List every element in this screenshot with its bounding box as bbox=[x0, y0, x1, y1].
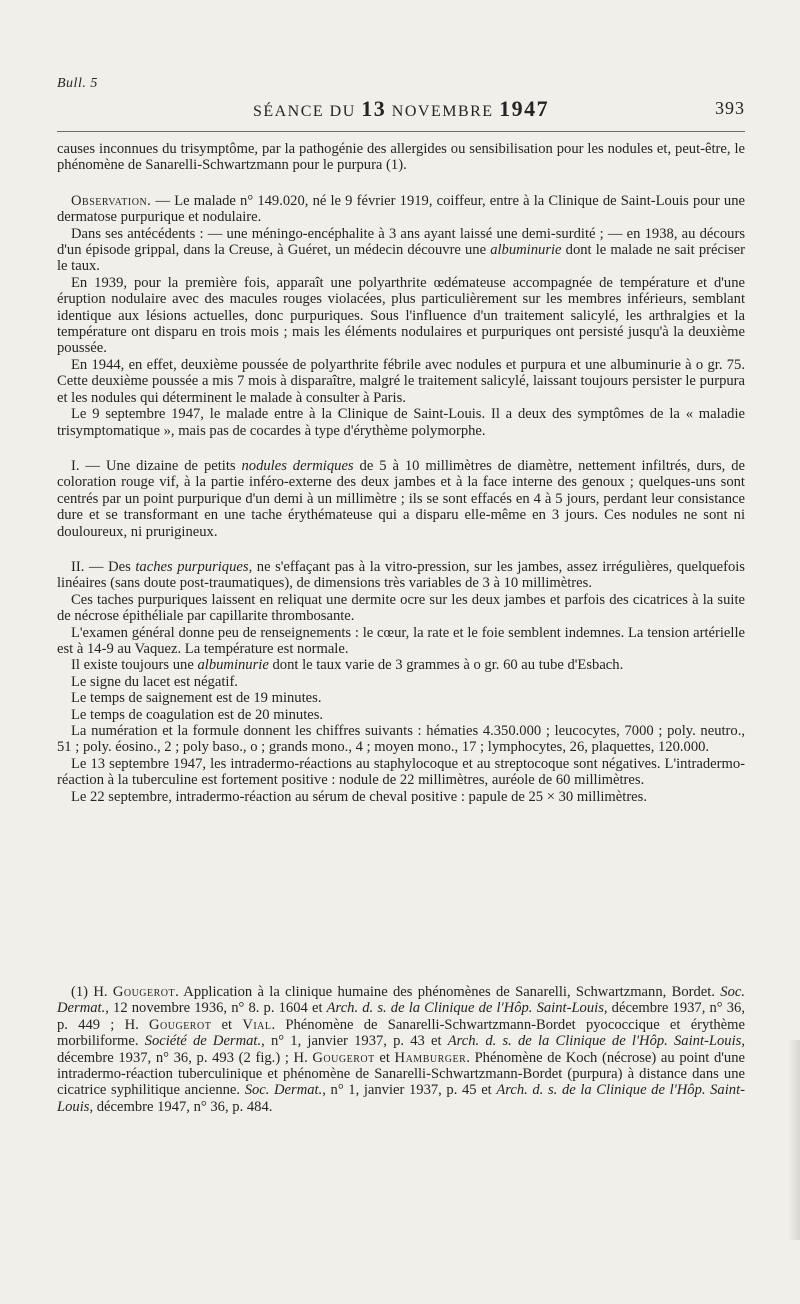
nodules-paragraph bbox=[57, 458, 745, 540]
footnote-text: , décembre 1937, n° 36, p. 493 (2 fig.) ; H. bbox=[57, 1033, 745, 1066]
footnote-text: et bbox=[211, 1016, 243, 1033]
lacet-line: Le signe du lacet est négatif. bbox=[71, 673, 238, 690]
nodules-text: de 5 à 10 millimètres de diamètre, nettement infiltrés, durs, de coloration rouge vif, à la partie inféro-externe des deux jambes et à la face interne des genoux ; quelques-uns sont centrés par un point purpurique d'un demi à un millimètre ; ils se sont effacés en 4 à 5 jours, perdant leur consistance dure et se transformant en une tache érythémateuse qui a disparu elle-même en 3 jours. Ces nodules ne sont ni douloureux, ni prurigineux. bbox=[57, 457, 745, 540]
paragraph-1947: Le 9 septembre 1947, le malade entre à la Clinique de Saint-Louis. Il a deux des symptômes de la « maladie trisymptomatique », mais pas de cocardes à type d'érythème polymorphe. bbox=[57, 406, 745, 439]
author-gougerot: Gougerot bbox=[148, 1016, 212, 1033]
saignement-line: Le temps de saignement est de 19 minutes. bbox=[71, 690, 322, 707]
observation-paragraph bbox=[57, 193, 745, 226]
title-day: 13 bbox=[361, 96, 387, 121]
taches-paragraph: Ces taches purpuriques laissent en reliquat une dermite ocre sur les deux jambes et parfois des cicatrices à la suite de nécrose épithéliale par capillarite thrombosante. bbox=[57, 591, 745, 625]
header-rule bbox=[57, 131, 745, 132]
footnote-text: et bbox=[374, 1049, 395, 1066]
title-prefix: SÉANCE DU bbox=[252, 103, 356, 120]
footnote-marker: (1) H. bbox=[71, 984, 113, 1000]
observation-text: — Le malade n° 149.020, né le 9 février 1919, coiffeur, entre à la Clinique de Saint-Louis pour une dermatose purpurique et nodulaire. bbox=[57, 192, 745, 226]
bulletin-number: Bull. 5 bbox=[57, 76, 98, 91]
title-year: 1947 bbox=[499, 96, 550, 121]
footnote-text: . Phénomène de Sanarelli-Schwartzmann-Bordet pyococcique et érythème morbiliforme. bbox=[57, 1016, 745, 1050]
page-number: 393 bbox=[715, 98, 745, 118]
footnote-text: , décembre 1937, n° 36, p. 449 ; H. bbox=[57, 1000, 745, 1033]
antecedents-paragraph bbox=[57, 226, 745, 275]
september-13-paragraph: Le 13 septembre 1947, les intradermo-réactions au staphylocoque et au streptocoque sont négatives. L'intradermo-réaction à la tuberculine est fortement positive : nodule de 22 millimètres, auréole de 60 millimètres. bbox=[57, 755, 745, 789]
journal-ref: Arch. d. s. de la Clinique de l'Hôp. Saint-Louis bbox=[326, 1000, 604, 1017]
albuminurie-lead: Il existe toujours une bbox=[71, 657, 198, 674]
journal-ref: Arch. d. s. de la Clinique de l'Hôp. Saint-Louis bbox=[447, 1033, 742, 1050]
footnote-text: , 12 novembre 1936, n° 8. p. 1604 et bbox=[105, 1000, 327, 1017]
coagulation-line: Le temps de coagulation est de 20 minutes. bbox=[71, 706, 324, 723]
paragraph-1944: En 1944, en effet, deuxième poussée de polyarthrite fébrile avec nodules et purpura et une albuminurie à o gr. 75. Cette deuxième poussée a mis 7 mois à disparaître, malgré le traitement salicylé, laissant toujours persister le purpura et les nodules qui déterminent le malade à consulter à Paris. bbox=[57, 356, 745, 406]
albuminurie-term-2: albuminurie bbox=[197, 657, 269, 674]
albuminurie-paragraph bbox=[57, 657, 745, 673]
nodules-term: nodules dermiques bbox=[241, 457, 354, 474]
footnote-text: , n° 1, janvier 1937, p. 43 et bbox=[261, 1033, 448, 1050]
running-title bbox=[57, 96, 745, 122]
september-22-paragraph: Le 22 septembre, intradermo-réaction au sérum de cheval positive : papule de 25 × 30 millimètres. bbox=[71, 788, 647, 805]
nodules-lead: I. — Une dizaine de petits bbox=[71, 457, 242, 474]
page-edge-shadow bbox=[788, 1040, 800, 1240]
intro-paragraph: causes inconnues du trisymptôme, par la pathogénie des allergides ou sensibilisation pour les nodules et, peut-être, le phénomène de Sanarelli-Schwartzmann pour le purpura (1). bbox=[57, 141, 745, 174]
purpura-text: , ne s'effaçant pas à la vitro-pression, sur les jambes, assez irrégulières, quelquefois linéaires (sans doute post-traumatiques), de dimensions très variables de 3 à 10 millimètres. bbox=[57, 558, 745, 592]
running-header bbox=[57, 96, 745, 124]
numeration-paragraph: La numération et la formule donnent les chiffres suivants : hématies 4.350.000 ; leucocytes, 7000 ; poly. neutro., 51 ; poly. éosino., 2 ; poly baso., o ; grands mono., 4 ; moyen mono., 17 ; lymphocytes, 26, plaquettes, 120.000. bbox=[57, 723, 745, 756]
antecedents-text: Dans ses antécédents : — une méningo-encéphalite à 3 ans ayant laissé une demi-surdité ; — en 1938, au décours d'un épisode grippal, dans la Creuse, à Guéret, un médecin découvre une bbox=[57, 225, 745, 259]
purpura-lead: II. — Des bbox=[71, 558, 136, 575]
footnote-text: , n° 1, janvier 1937, p. 45 et bbox=[322, 1082, 497, 1099]
title-month: NOVEMBRE bbox=[391, 103, 494, 120]
footnote-text: . Phénomène de Koch (nécrose) au point d'une intradermo-réaction tuberculinique et phénomène de Sanarelli-Schwartzmann-Bordet (purpura) à distance dans une cicatrice syphilitique ancienne. bbox=[57, 1049, 745, 1099]
purpura-paragraph bbox=[57, 559, 745, 592]
author-gougerot: Gougerot bbox=[112, 984, 176, 1000]
author-hamburger: Hamburger bbox=[394, 1049, 467, 1066]
footnote-text: , décembre 1947, n° 36, p. 484. bbox=[89, 1098, 273, 1115]
albuminurie-term: albuminurie bbox=[490, 242, 562, 259]
footnote-paragraph bbox=[57, 984, 745, 1115]
purpura-term: taches purpuriques bbox=[135, 558, 249, 575]
main-text bbox=[57, 141, 745, 805]
journal-ref: Soc. Dermat. bbox=[57, 984, 745, 1017]
examen-paragraph: L'examen général donne peu de renseignements : le cœur, la rate et le foie semblent indemnes. La tension artérielle est à 14-9 au Vaquez. La température est normale. bbox=[57, 624, 745, 657]
journal-ref: Soc. Dermat. bbox=[244, 1082, 323, 1099]
journal-ref: Société de Dermat. bbox=[144, 1033, 262, 1050]
albuminurie-text: dont le taux varie de 3 grammes à o gr. 60 au tube d'Esbach. bbox=[268, 657, 624, 674]
paragraph-1939: En 1939, pour la première fois, apparaît une polyarthrite œdémateuse accompagnée de température et d'une éruption nodulaire avec des macules rouges violacées, plus particulièrement sur les membres inférieurs, semblant identique aux lésions actuelles, donc purpuriques. Sous l'influence d'un traitement salicylé, les arthralgies et la température ont disparu en trois mois ; mais les éléments nodulaires et purpuriques ont persisté jusqu'à la deuxième poussée. bbox=[57, 274, 745, 357]
author-gougerot: Gougerot bbox=[312, 1049, 375, 1066]
observation-label: Observation. bbox=[71, 192, 152, 209]
author-vial: Vial bbox=[242, 1016, 272, 1033]
footnote bbox=[57, 984, 745, 1115]
footnote-text: . Application à la clinique humaine des phénomènes de Sanarelli, Schwartzmann, Bordet. bbox=[175, 984, 721, 1000]
journal-ref: Arch. d. s. de la Clinique de l'Hôp. Saint-Louis bbox=[57, 1082, 745, 1115]
antecedents-text-end: dont le malade ne sait préciser le taux. bbox=[57, 242, 745, 275]
